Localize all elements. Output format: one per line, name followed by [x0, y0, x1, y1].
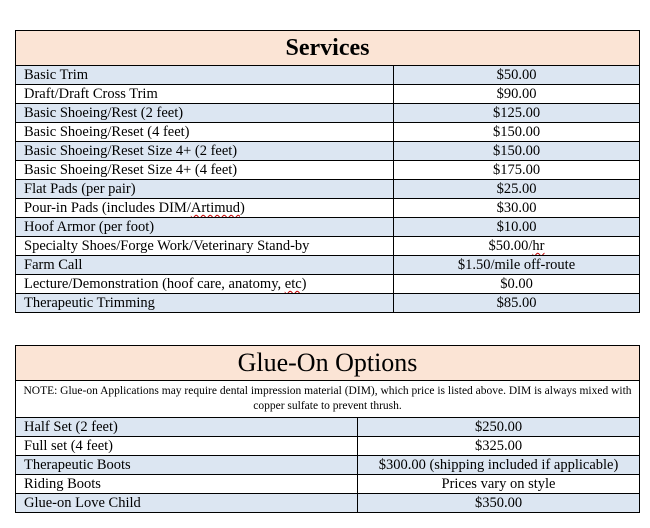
table-row	[16, 437, 640, 456]
service-price: $175.00	[394, 161, 640, 180]
table-row	[16, 494, 640, 513]
table-row	[16, 275, 640, 294]
service-name-text: )	[240, 200, 245, 216]
service-name: Basic Shoeing/Reset Size 4+ (2 feet)	[16, 142, 394, 161]
table-row	[16, 104, 640, 123]
service-name: Basic Shoeing/Rest (2 feet)	[16, 104, 394, 123]
option-price: $300.00 (shipping included if applicable)	[358, 456, 640, 475]
service-price: $0.00	[394, 275, 640, 294]
table-row	[16, 456, 640, 475]
service-price: $50.00	[394, 66, 640, 85]
service-name	[16, 199, 394, 218]
service-name: Flat Pads (per pair)	[16, 180, 394, 199]
option-name: Half Set (2 feet)	[16, 418, 358, 437]
table-row	[16, 256, 640, 275]
service-price: $90.00	[394, 85, 640, 104]
spellcheck-word: hr	[532, 238, 545, 254]
table-row	[16, 142, 640, 161]
glue-on-table	[15, 345, 640, 513]
services-title: Services	[16, 31, 640, 66]
table-row	[16, 294, 640, 313]
service-price: $85.00	[394, 294, 640, 313]
services-table	[15, 30, 640, 313]
table-row	[16, 418, 640, 437]
table-row	[16, 475, 640, 494]
spellcheck-word: etc	[284, 276, 302, 292]
service-price	[394, 237, 640, 256]
option-price: $350.00	[358, 494, 640, 513]
service-name: Therapeutic Trimming	[16, 294, 394, 313]
option-price: Prices vary on style	[358, 475, 640, 494]
service-name-text: )	[301, 276, 307, 292]
service-name: Basic Trim	[16, 66, 394, 85]
service-price: $25.00	[394, 180, 640, 199]
service-name-text: Pour-in Pads (includes DIM/	[24, 200, 191, 216]
service-price: $150.00	[394, 142, 640, 161]
table-row	[16, 85, 640, 104]
option-price: $250.00	[358, 418, 640, 437]
option-name: Glue-on Love Child	[16, 494, 358, 513]
table-row	[16, 161, 640, 180]
option-price: $325.00	[358, 437, 640, 456]
service-price: $30.00	[394, 199, 640, 218]
spellcheck-word: Artimud	[190, 200, 240, 216]
table-row	[16, 199, 640, 218]
table-row	[16, 218, 640, 237]
table-row	[16, 123, 640, 142]
service-price: $125.00	[394, 104, 640, 123]
option-name: Full set (4 feet)	[16, 437, 358, 456]
service-name: Basic Shoeing/Reset (4 feet)	[16, 123, 394, 142]
service-price: $10.00	[394, 218, 640, 237]
service-name: Farm Call	[16, 256, 394, 275]
table-row	[16, 180, 640, 199]
service-price: $1.50/mile off-route	[394, 256, 640, 275]
service-name: Basic Shoeing/Reset Size 4+ (4 feet)	[16, 161, 394, 180]
table-row	[16, 237, 640, 256]
service-name-text: Lecture/Demonstration (hoof care, anatomy,	[24, 276, 285, 292]
service-name: Draft/Draft Cross Trim	[16, 85, 394, 104]
service-name: Hoof Armor (per foot)	[16, 218, 394, 237]
service-price: $150.00	[394, 123, 640, 142]
service-name: Specialty Shoes/Forge Work/Veterinary Stand-by	[16, 237, 394, 256]
service-price-text: $50.00/	[488, 238, 533, 254]
option-name: Therapeutic Boots	[16, 456, 358, 475]
glue-on-note: NOTE: Glue-on Applications may require dental impression material (DIM), which price is listed above. DIM is always mixed with copper sulfate to prevent thrush.	[16, 381, 640, 418]
service-name	[16, 275, 394, 294]
table-row	[16, 66, 640, 85]
option-name: Riding Boots	[16, 475, 358, 494]
glue-on-title: Glue-On Options	[16, 346, 640, 381]
